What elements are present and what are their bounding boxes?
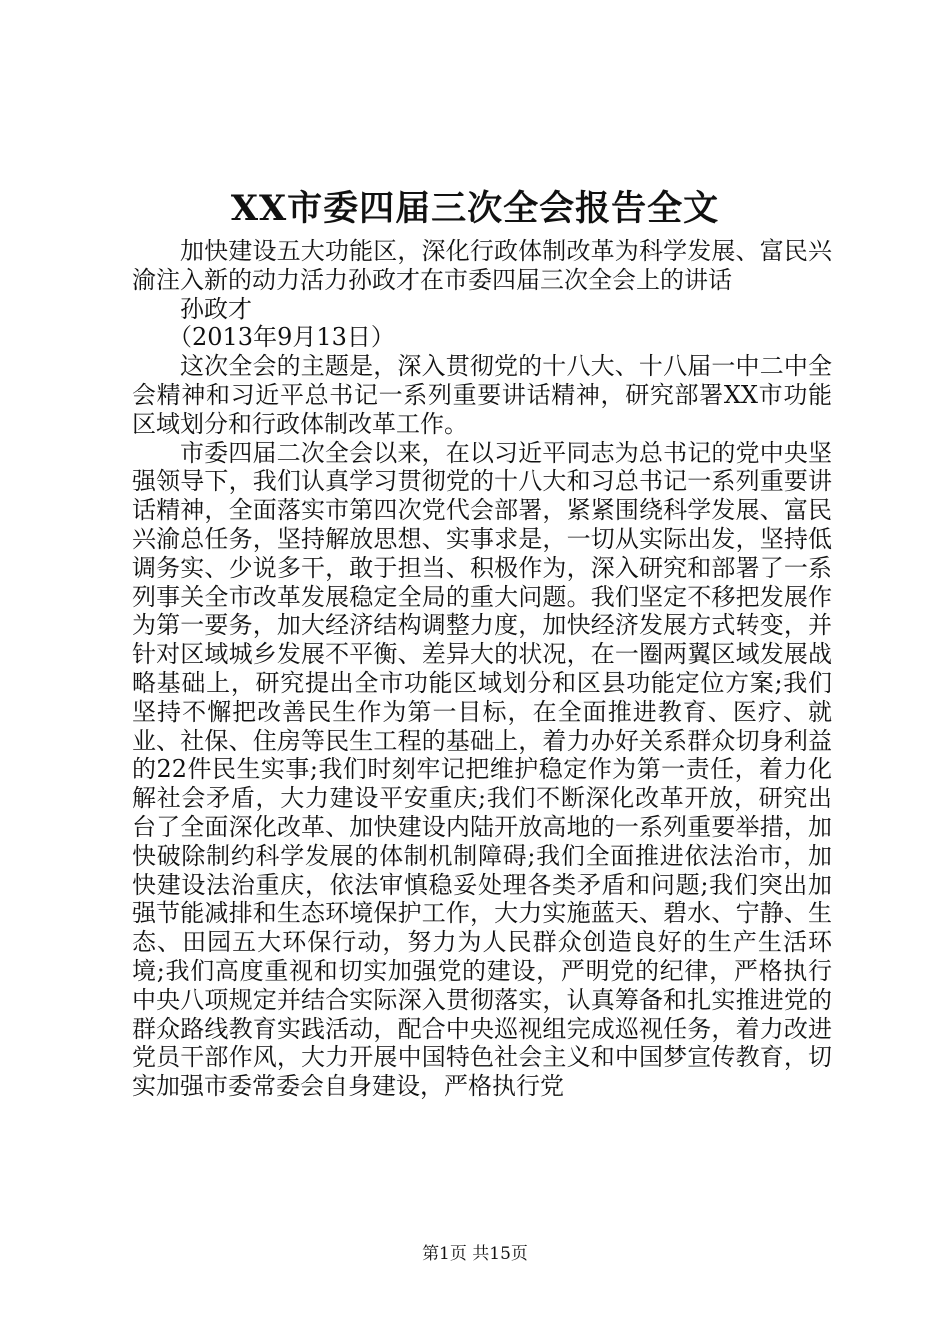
document-body [132,237,832,1101]
document-title: XX市委四届三次全会报告全文 [230,188,720,229]
paragraph-theme: 这次全会的主题是，深入贯彻党的十八大、十八届一中二中全会精神和习近平总书记一系列重要讲话精神，研究部署XX市功能区域划分和行政体制改革工作。 [132,352,832,438]
page-footer: 第1页 共15页 [422,1244,528,1264]
paragraph-review: 市委四届二次全会以来，在以习近平同志为总书记的党中央坚强领导下，我们认真学习贯彻党的十八大和习总书记一系列重要讲话精神，全面落实市第四次党代会部署，紧紧围绕科学发展、富民兴渝总任务，坚持解放思想、实事求是，一切从实际出发，坚持低调务实、少说多干，敢于担当、积极作为，深入研究和部署了一系列事关全市改革发展稳定全局的重大问题。我们坚定不移把发展作为第一要务，加大经济结构调整力度，加快经济发展方式转变，并针对区域城乡发展不平衡、差异大的状况，在一圈两翼区域发展战略基础上，研究提出全市功能区域划分和区县功能定位方案;我们坚持不懈把改善民生作为第一目标，在全面推进教育、医疗、就业、社保、住房等民生工程的基础上，着力办好关系群众切身利益的22件民生实事;我们时刻牢记把维护稳定作为第一责任，着力化解社会矛盾，大力建设平安重庆;我们不断深化改革开放，研究出台了全面深化改革、加快建设内陆开放高地的一系列重要举措，加快破除制约科学发展的体制机制障碍;我们全面推进依法治市，加快建设法治重庆，依法审慎稳妥处理各类矛盾和问题;我们突出加强节能减排和生态环境保护工作，大力实施蓝天、碧水、宁静、生态、田园五大环保行动，努力为人民群众创造良好的生产生活环境;我们高度重视和切实加强党的建设，严明党的纪律，严格执行中央八项规定并结合实际深入贯彻落实，认真筹备和扎实推进党的群众路线教育实践活动，配合中央巡视组完成巡视任务，着力改进党员干部作风，大力开展中国特色社会主义和中国梦宣传教育，切实加强市委常委会自身建设，严格执行党 [132,438,832,1101]
paragraph-headline: 加快建设五大功能区，深化行政体制改革为科学发展、富民兴渝注入新的动力活力孙政才在市委四届三次全会上的讲话 [132,237,832,294]
paragraph-date: （2013年9月13日） [168,323,395,352]
paragraph-author: 孙政才 [180,294,252,323]
